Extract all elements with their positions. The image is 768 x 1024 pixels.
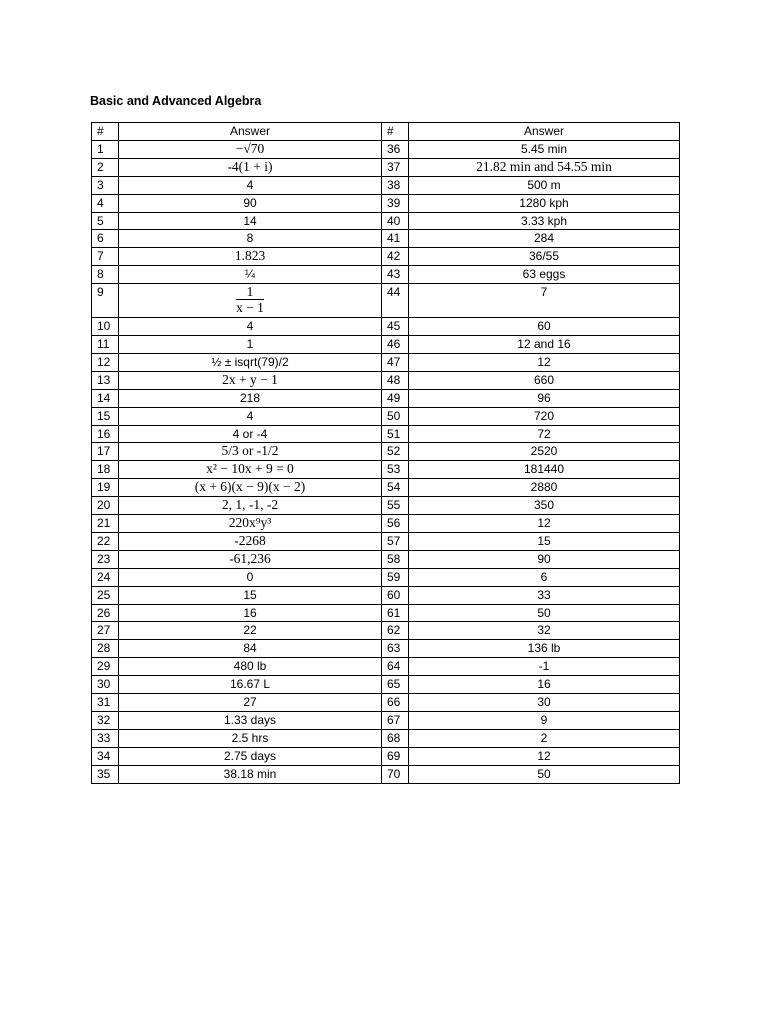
row-number-left: 34	[92, 747, 119, 765]
row-number-left: 5	[92, 212, 119, 230]
row-number-right: 66	[382, 694, 409, 712]
header-num-left: #	[92, 123, 119, 141]
table-row	[92, 158, 680, 176]
row-number-left: 27	[92, 622, 119, 640]
row-number-left: 13	[92, 371, 119, 389]
row-number-left: 19	[92, 479, 119, 497]
answer-right: 2520	[409, 443, 680, 461]
answer-left: 4 or -4	[119, 425, 382, 443]
row-number-right: 60	[382, 586, 409, 604]
answer-left: 16	[119, 604, 382, 622]
answer-left: ½ ± isqrt(79)/2	[119, 353, 382, 371]
row-number-left: 6	[92, 230, 119, 248]
answer-right: 63 eggs	[409, 266, 680, 284]
row-number-left: 15	[92, 407, 119, 425]
answer-right: 5.45 min	[409, 140, 680, 158]
row-number-left: 35	[92, 765, 119, 783]
row-number-right: 41	[382, 230, 409, 248]
row-number-left: 16	[92, 425, 119, 443]
row-number-right: 39	[382, 194, 409, 212]
table-row	[92, 586, 680, 604]
header-num-right: #	[382, 123, 409, 141]
answer-right: 36/55	[409, 248, 680, 266]
answer-right: 16	[409, 676, 680, 694]
row-number-right: 43	[382, 266, 409, 284]
table-row	[92, 568, 680, 586]
answer-right: 284	[409, 230, 680, 248]
table-row	[92, 318, 680, 336]
row-number-right: 42	[382, 248, 409, 266]
table-row	[92, 550, 680, 568]
answer-right: 33	[409, 586, 680, 604]
answer-left: 27	[119, 694, 382, 712]
row-number-right: 64	[382, 658, 409, 676]
table-row	[92, 335, 680, 353]
answer-left: (x + 6)(x − 9)(x − 2)	[119, 479, 382, 497]
row-number-left: 26	[92, 604, 119, 622]
row-number-left: 10	[92, 318, 119, 336]
answer-right: 1280 kph	[409, 194, 680, 212]
answer-table	[91, 122, 680, 784]
answer-right: 2880	[409, 479, 680, 497]
table-row	[92, 194, 680, 212]
table-row	[92, 622, 680, 640]
fraction-numerator: 1	[236, 284, 264, 300]
table-row	[92, 461, 680, 479]
answer-left: 8	[119, 230, 382, 248]
row-number-right: 65	[382, 676, 409, 694]
answer-right: -1	[409, 658, 680, 676]
row-number-right: 62	[382, 622, 409, 640]
table-row	[92, 212, 680, 230]
answer-right: 90	[409, 550, 680, 568]
row-number-right: 37	[382, 158, 409, 176]
answer-left: 1.33 days	[119, 712, 382, 730]
answer-left: x² − 10x + 9 = 0	[119, 461, 382, 479]
answer-left: -61,236	[119, 550, 382, 568]
row-number-right: 48	[382, 371, 409, 389]
page-title: Basic and Advanced Algebra	[90, 94, 262, 108]
row-number-left: 23	[92, 550, 119, 568]
row-number-right: 44	[382, 284, 409, 318]
row-number-left: 32	[92, 712, 119, 730]
answer-right: 50	[409, 604, 680, 622]
answer-left: 90	[119, 194, 382, 212]
answer-right: 12 and 16	[409, 335, 680, 353]
answer-right: 60	[409, 318, 680, 336]
answer-left	[119, 284, 382, 318]
answer-right: 3.33 kph	[409, 212, 680, 230]
answer-right: 30	[409, 694, 680, 712]
row-number-right: 50	[382, 407, 409, 425]
answer-right: 2	[409, 729, 680, 747]
row-number-left: 7	[92, 248, 119, 266]
answer-left: 2, 1, -1, -2	[119, 497, 382, 515]
answer-left: 4	[119, 176, 382, 194]
table-row	[92, 425, 680, 443]
row-number-left: 4	[92, 194, 119, 212]
answer-left: 0	[119, 568, 382, 586]
row-number-right: 51	[382, 425, 409, 443]
row-number-right: 67	[382, 712, 409, 730]
table-row	[92, 515, 680, 533]
table-row	[92, 479, 680, 497]
table-row	[92, 389, 680, 407]
table-row	[92, 658, 680, 676]
table-row	[92, 640, 680, 658]
row-number-right: 61	[382, 604, 409, 622]
row-number-right: 70	[382, 765, 409, 783]
answer-left: 16.67 L	[119, 676, 382, 694]
table-row	[92, 747, 680, 765]
answer-left: 4	[119, 407, 382, 425]
answer-right: 50	[409, 765, 680, 783]
answer-right: 32	[409, 622, 680, 640]
answer-right: 350	[409, 497, 680, 515]
row-number-right: 63	[382, 640, 409, 658]
answer-left: 5/3 or -1/2	[119, 443, 382, 461]
table-header-row	[92, 123, 680, 141]
row-number-left: 22	[92, 532, 119, 550]
row-number-right: 55	[382, 497, 409, 515]
row-number-right: 40	[382, 212, 409, 230]
answer-left: 1.823	[119, 248, 382, 266]
row-number-left: 14	[92, 389, 119, 407]
row-number-right: 58	[382, 550, 409, 568]
row-number-right: 38	[382, 176, 409, 194]
table-row	[92, 266, 680, 284]
row-number-right: 49	[382, 389, 409, 407]
row-number-left: 8	[92, 266, 119, 284]
answer-right: 12	[409, 747, 680, 765]
answer-right: 15	[409, 532, 680, 550]
table-row	[92, 176, 680, 194]
row-number-right: 69	[382, 747, 409, 765]
table-row	[92, 407, 680, 425]
answer-left: 2.75 days	[119, 747, 382, 765]
table-row	[92, 765, 680, 783]
row-number-left: 33	[92, 729, 119, 747]
table-row	[92, 676, 680, 694]
row-number-left: 29	[92, 658, 119, 676]
row-number-left: 20	[92, 497, 119, 515]
row-number-left: 1	[92, 140, 119, 158]
row-number-right: 53	[382, 461, 409, 479]
row-number-left: 11	[92, 335, 119, 353]
answer-left: -2268	[119, 532, 382, 550]
fraction	[236, 284, 264, 314]
row-number-right: 45	[382, 318, 409, 336]
answer-left: 84	[119, 640, 382, 658]
answer-left: 220x⁹y³	[119, 515, 382, 533]
table-row	[92, 497, 680, 515]
answer-left: 2x + y − 1	[119, 371, 382, 389]
answer-right: 136 lb	[409, 640, 680, 658]
row-number-left: 24	[92, 568, 119, 586]
answer-right: 12	[409, 353, 680, 371]
answer-right: 21.82 min and 54.55 min	[409, 158, 680, 176]
table-row	[92, 729, 680, 747]
answer-left: 14	[119, 212, 382, 230]
row-number-right: 68	[382, 729, 409, 747]
row-number-right: 36	[382, 140, 409, 158]
row-number-right: 54	[382, 479, 409, 497]
answer-right: 500 m	[409, 176, 680, 194]
row-number-left: 9	[92, 284, 119, 318]
answer-right: 12	[409, 515, 680, 533]
table-row	[92, 248, 680, 266]
table-row	[92, 371, 680, 389]
answer-left: -4(1 + i)	[119, 158, 382, 176]
row-number-right: 59	[382, 568, 409, 586]
table-row	[92, 532, 680, 550]
row-number-left: 2	[92, 158, 119, 176]
answer-right: 72	[409, 425, 680, 443]
fraction-denominator: x − 1	[236, 300, 264, 316]
answer-right: 7	[409, 284, 680, 318]
answer-left: 15	[119, 586, 382, 604]
answer-left: 1	[119, 335, 382, 353]
answer-right: 660	[409, 371, 680, 389]
answer-left: 4	[119, 318, 382, 336]
answer-left: 480 lb	[119, 658, 382, 676]
table-row	[92, 284, 680, 318]
row-number-left: 17	[92, 443, 119, 461]
answer-left: 218	[119, 389, 382, 407]
answer-left: 38.18 min	[119, 765, 382, 783]
row-number-left: 3	[92, 176, 119, 194]
table-row	[92, 694, 680, 712]
table-body	[92, 140, 680, 783]
row-number-left: 31	[92, 694, 119, 712]
answer-right: 181440	[409, 461, 680, 479]
answer-right: 720	[409, 407, 680, 425]
row-number-left: 28	[92, 640, 119, 658]
header-answer-right: Answer	[409, 123, 680, 141]
answer-left: 22	[119, 622, 382, 640]
answer-right: 96	[409, 389, 680, 407]
answer-right: 9	[409, 712, 680, 730]
table-row	[92, 712, 680, 730]
table-row	[92, 230, 680, 248]
row-number-right: 56	[382, 515, 409, 533]
row-number-left: 21	[92, 515, 119, 533]
header-answer-left: Answer	[119, 123, 382, 141]
table-row	[92, 443, 680, 461]
row-number-left: 30	[92, 676, 119, 694]
row-number-left: 18	[92, 461, 119, 479]
table-row	[92, 140, 680, 158]
table-row	[92, 353, 680, 371]
answer-left: −√70	[119, 140, 382, 158]
row-number-right: 47	[382, 353, 409, 371]
row-number-right: 57	[382, 532, 409, 550]
row-number-left: 25	[92, 586, 119, 604]
row-number-right: 46	[382, 335, 409, 353]
table-row	[92, 604, 680, 622]
row-number-left: 12	[92, 353, 119, 371]
row-number-right: 52	[382, 443, 409, 461]
answer-right: 6	[409, 568, 680, 586]
answer-left: ¼	[119, 266, 382, 284]
answer-left: 2.5 hrs	[119, 729, 382, 747]
